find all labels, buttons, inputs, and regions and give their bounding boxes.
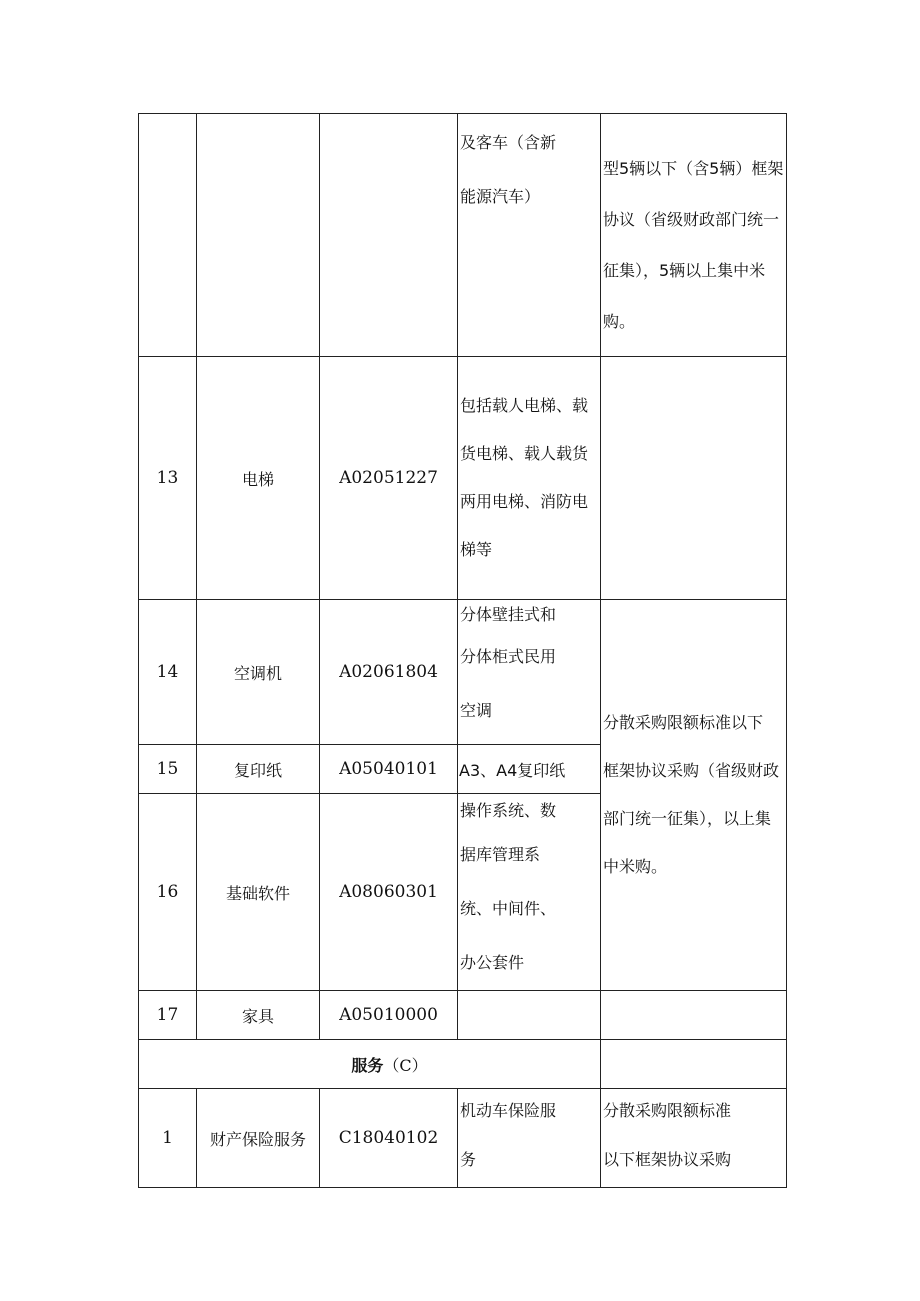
- table-row: [139, 114, 787, 357]
- desc-line: 分体壁挂式和: [460, 605, 557, 624]
- note-line: 分散采购限额标准: [603, 1101, 732, 1120]
- desc-line: 办公套件: [460, 953, 525, 972]
- name-cell: 电梯: [197, 357, 320, 600]
- note-line: 框架协议采购（省级财政: [603, 761, 780, 780]
- note-line: 中米购。: [603, 857, 668, 876]
- note-line: 型5辆以下（含5辆）框架: [603, 159, 784, 178]
- note-line: 部门统一征集），以上集: [603, 809, 772, 828]
- desc-line: 务: [460, 1150, 477, 1169]
- name-cell: 基础软件: [197, 794, 320, 991]
- table-row: [139, 357, 787, 600]
- no-cell: 1: [139, 1089, 197, 1188]
- code-cell: A05010000: [320, 991, 458, 1040]
- section-title: 服务: [351, 1055, 384, 1075]
- code-cell: A02061804: [320, 600, 458, 745]
- note-cell: [601, 1089, 787, 1188]
- note-line: 征集），5辆以上集中米: [603, 261, 766, 280]
- desc-line: 统、中间件、: [460, 899, 557, 918]
- desc-line: 能源汽车）: [460, 187, 541, 206]
- desc-line: 分体柜式民用: [460, 647, 557, 666]
- name-cell: 复印纸: [197, 745, 320, 794]
- note-cell: [601, 1040, 787, 1089]
- note-line: 分散采购限额标准以下: [603, 713, 764, 732]
- desc-line: 空调: [460, 701, 493, 720]
- desc-cell: [458, 114, 601, 357]
- name-cell: [197, 114, 320, 357]
- code-cell: A08060301: [320, 794, 458, 991]
- section-code: （C）: [383, 1055, 428, 1075]
- no-cell: [139, 114, 197, 357]
- note-cell: [601, 357, 787, 600]
- desc-line: 据库管理系: [460, 845, 541, 864]
- code-cell: C18040102: [320, 1089, 458, 1188]
- no-cell: 13: [139, 357, 197, 600]
- desc-line: 操作系统、数: [460, 801, 557, 820]
- note-line: 购。: [603, 312, 636, 331]
- code-cell: [320, 114, 458, 357]
- desc-line: 梯等: [460, 540, 493, 559]
- desc-cell: [458, 600, 601, 745]
- code-cell: A02051227: [320, 357, 458, 600]
- table-row: [139, 1089, 787, 1188]
- note-cell: [601, 114, 787, 357]
- desc-cell: [458, 1089, 601, 1188]
- desc-cell: [458, 991, 601, 1040]
- table-row: [139, 600, 787, 745]
- desc-line: 两用电梯、消防电: [460, 492, 589, 511]
- note-line: 协议（省级财政部门统一: [603, 210, 780, 229]
- no-cell: 14: [139, 600, 197, 745]
- note-line: 以下框架协议采购: [603, 1150, 732, 1169]
- group-note-cell: [601, 600, 787, 991]
- desc-line: 货电梯、载人载货: [460, 444, 589, 463]
- note-cell: [601, 991, 787, 1040]
- code-cell: A05040101: [320, 745, 458, 794]
- no-cell: 17: [139, 991, 197, 1040]
- desc-cell: [458, 357, 601, 600]
- desc-line: 及客车（含新: [460, 133, 557, 152]
- desc-cell: A3、A4复印纸: [458, 745, 601, 794]
- table-row: [139, 991, 787, 1040]
- desc-cell: [458, 794, 601, 991]
- name-cell: 家具: [197, 991, 320, 1040]
- name-cell: 空调机: [197, 600, 320, 745]
- desc-line: 包括载人电梯、载: [460, 396, 589, 415]
- procurement-table: [138, 113, 787, 1188]
- desc-line: 机动车保险服: [460, 1101, 557, 1120]
- section-row: [139, 1040, 787, 1089]
- no-cell: 15: [139, 745, 197, 794]
- no-cell: 16: [139, 794, 197, 991]
- section-title-cell: [139, 1040, 601, 1089]
- name-cell: 财产保险服务: [197, 1089, 320, 1188]
